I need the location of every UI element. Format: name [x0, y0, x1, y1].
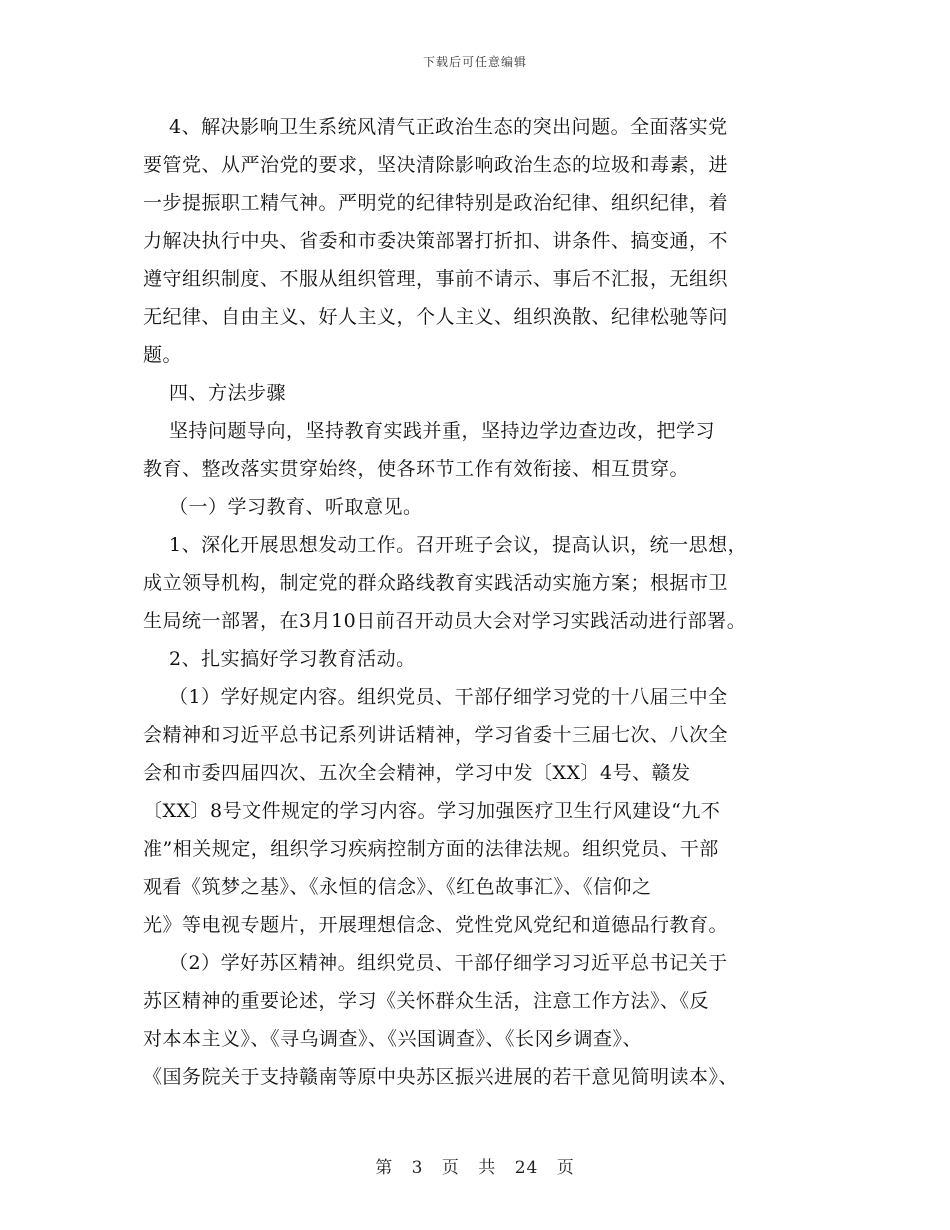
footer-ye: 页 — [441, 1158, 460, 1178]
text-line: 坚持问题导向，坚持教育实践并重，坚持边学边查边改，把学习 — [143, 420, 716, 442]
footer-ye-2: 页 — [556, 1158, 575, 1178]
body-text — [143, 108, 823, 1096]
text-line: 1、深化开展思想发动工作。召开班子会议，提高认识，统一思想， — [143, 534, 748, 556]
text-line: 成立领导机构，制定党的群众路线教育实践活动实施方案；根据市卫 — [143, 572, 729, 594]
text-line: 题。 — [143, 344, 183, 366]
text-line: 4、解决影响卫生系统风清气正政治生态的突出问题。全面落实党 — [143, 116, 728, 138]
text-line: 〔XX〕8号文件规定的学习内容。学习加强医疗卫生行风建设“九不 — [143, 800, 721, 822]
text-line: 力解决执行中央、省委和市委决策部署打折扣、讲条件、搞变通，不 — [143, 230, 729, 252]
text-line: 《国务院关于支持赣南等原中央苏区振兴进展的若干意见简明读本》、 — [143, 1066, 739, 1088]
text-line: 无纪律、自由主义、好人主义，个人主义、组织涣散、纪律松驰等问 — [143, 306, 729, 328]
page-number-total: 24 — [514, 1158, 539, 1178]
text-line: （1）学好规定内容。组织党员、干部仔细学习党的十八届三中全 — [143, 686, 728, 708]
text-line: 教育、整改落实贯穿始终，使各环节工作有效衔接、相互贯穿。 — [143, 458, 690, 480]
header-note: 下载后可任意编辑 — [422, 55, 527, 69]
footer-di: 第 — [375, 1158, 394, 1178]
footer-gong: 共 — [478, 1158, 497, 1178]
text-line: 要管党、从严治党的要求，坚决清除影响政治生态的垃圾和毒素，进 — [143, 154, 729, 176]
text-line: 2、扎实搞好学习教育活动。 — [143, 648, 416, 670]
section-heading: 四、方法步骤 — [143, 382, 287, 404]
text-line: 会精神和习近平总书记系列讲话精神，学习省委十三届七次、八次全 — [143, 724, 729, 746]
text-line: 光》等电视专题片，开展理想信念、党性党风党纪和道德品行教育。 — [143, 914, 729, 936]
page-footer — [0, 1153, 950, 1178]
text-line: 一步提振职工精气神。严明党的纪律特别是政治纪律、组织纪律，着 — [143, 192, 729, 214]
text-line: 准”相关规定，组织学习疾病控制方面的法律法规。组织党员、干部 — [143, 838, 719, 860]
page-number-current: 3 — [411, 1158, 424, 1178]
subsection-heading: （一）学习教育、听取意见。 — [143, 496, 423, 518]
text-line: （2）学好苏区精神。组织党员、干部仔细学习习近平总书记关于 — [143, 952, 728, 974]
text-line: 生局统一部署，在3月10日前召开动员大会对学习实践活动进行部署。 — [143, 610, 747, 632]
text-line: 遵守组织制度、不服从组织管理，事前不请示、事后不汇报，无组织 — [143, 268, 729, 290]
text-line: 会和市委四届四次、五次全会精神，学习中发〔XX〕4号、赣发 — [143, 762, 691, 784]
text-line: 对本本主义》、《寻乌调查》、《兴国调查》、《长冈乡调查》、 — [143, 1028, 643, 1050]
text-line: 观看《筑梦之基》、《永恒的信念》、《红色故事汇》、《信仰之 — [143, 876, 652, 898]
text-line: 苏区精神的重要论述，学习《关怀群众生活，注意工作方法》、《反 — [143, 990, 710, 1012]
